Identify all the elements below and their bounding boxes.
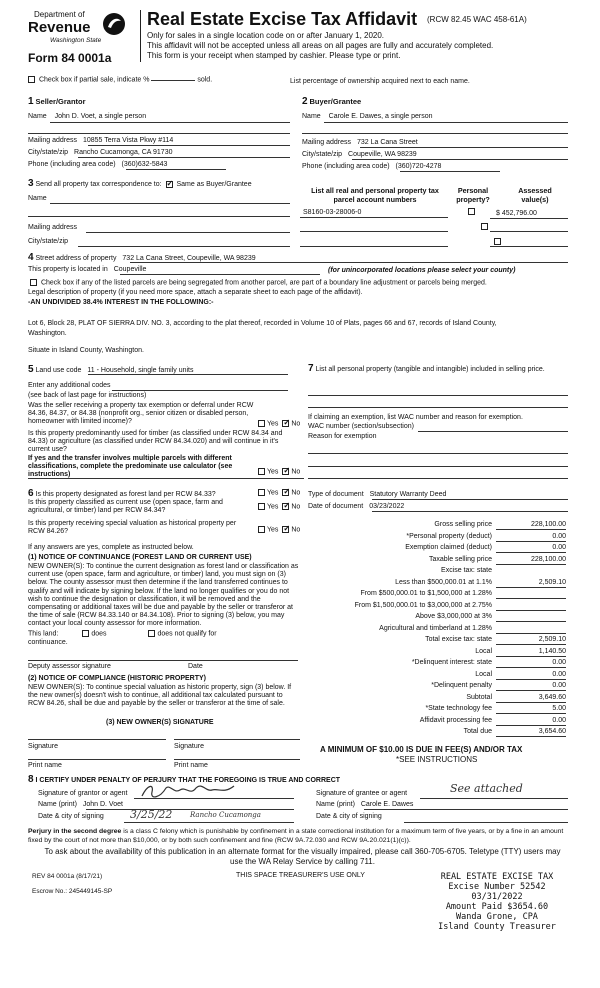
- seller-mailing-field[interactable]: 10855 Terra Vista Pkwy #114: [82, 137, 174, 144]
- escrow-number: Escrow No.: 245449145-SP: [32, 888, 113, 895]
- forest-answer-1: Yes ✓ No: [256, 489, 300, 496]
- grantor-print-field[interactable]: John D. Voet: [82, 801, 123, 808]
- see-instructions: *SEE INSTRUCTIONS: [396, 755, 478, 764]
- grantee-date-field[interactable]: [404, 822, 568, 823]
- tax-row-amount[interactable]: 0.00: [496, 533, 566, 542]
- legal-desc-label: Legal description of property (if you need more space, attach a separate sheet to each page of the affidavit).: [28, 289, 363, 296]
- timber-yes-checkbox[interactable]: [258, 468, 265, 475]
- partial-sale-row: Check box if partial sale, indicate % sold.: [26, 76, 212, 83]
- tax-row-label: Exemption claimed (deduct): [405, 544, 492, 551]
- land-does-not-checkbox[interactable]: [148, 630, 155, 637]
- tax-row-label: Taxable selling price: [428, 556, 492, 563]
- form-citation: (RCW 82.45 WAC 458-61A): [427, 15, 527, 24]
- forest-answer-2: Yes ✓ No: [256, 503, 300, 510]
- timber-question: Is this property predominantly used for timber (as classified under RCW 84.34 and 84.33) or agriculture (as classified under RCW 84.34.020) and will continue in it's current use?: [28, 430, 283, 454]
- tax-row-amount[interactable]: 0.00: [496, 671, 566, 680]
- reason-label: Reason for exemption: [308, 433, 377, 440]
- legal-desc-line-3: Situate in Island County, Washington.: [28, 347, 144, 354]
- header-note-3: This form is your receipt when stamped by cashier. Please type or print.: [147, 51, 401, 60]
- personal-property-checkbox-1[interactable]: [468, 208, 475, 215]
- exemption-answer: Yes ✓ No: [256, 420, 300, 427]
- form-title: Real Estate Excise Tax Affidavit: [147, 9, 418, 29]
- header-note-2: This affidavit will not be accepted unless all areas on all pages are fully and accurately completed.: [147, 41, 494, 50]
- grantor-date-field[interactable]: 3/25/22: [130, 808, 173, 821]
- seller-city-field[interactable]: Rancho Cucamonga, CA 91730: [74, 149, 173, 156]
- seller-city-row: City/state/zip Rancho Cucamonga, CA 91730: [28, 149, 173, 156]
- buyer-phone-field[interactable]: (360)720-4278: [395, 163, 442, 170]
- tax-row-amount[interactable]: 0.00: [496, 682, 566, 691]
- street-address-field[interactable]: 732 La Cana Street, Coupeville, WA 98239: [122, 255, 256, 262]
- corr-mailing-label: Mailing address: [28, 224, 78, 231]
- partial-percent-field[interactable]: [151, 80, 195, 81]
- grantee-print-field[interactable]: Carole E. Dawes: [360, 801, 414, 808]
- tax-row-label: Less than $500,000.01 at 1.1%: [395, 579, 492, 586]
- new-owner-signature-2[interactable]: [174, 739, 300, 740]
- tax-row-label: *Personal property (deduct): [406, 533, 492, 540]
- land-use-row: 5 Land use code 11 - Household, single family units: [28, 364, 194, 375]
- seller-mailing-row: Mailing address 10855 Terra Vista Pkwy #114: [28, 137, 174, 144]
- current-use-yes-checkbox[interactable]: [258, 503, 265, 510]
- tax-row-label: Excise tax: state: [441, 567, 492, 574]
- buyer-mailing-field[interactable]: 732 La Cana Street: [356, 139, 418, 146]
- buyer-city-row: City/state/zip Coupeville, WA 98239: [302, 151, 417, 158]
- grantor-print-row: Name (print) John D. Voet: [38, 801, 123, 808]
- wac-field[interactable]: [418, 431, 568, 432]
- perjury-notice: Perjury in the second degree is a class C felony which is punishable by confinement in a state correctional institution for a maximum term of five years, or by a fine in an amount fixed by the court of not more than $10,000, or by both such confinement and fine (RCW 9A.72.030 and RCW 9A.20.021(1)(c)).: [28, 828, 564, 844]
- tax-row-label: Agricultural and timberland at 1.28%: [379, 625, 492, 632]
- rev-number: REV 84 0001a (8/17/21): [32, 873, 103, 880]
- exemption-yes-checkbox[interactable]: [258, 420, 265, 427]
- personal-property-section: 7 List all personal property (tangible and intangible) included in selling price.: [308, 363, 545, 374]
- tax-row-amount[interactable]: 228,100.00: [496, 521, 566, 530]
- legal-desc-line-2: Washington.: [28, 330, 67, 337]
- deputy-signature-label: Deputy assessor signature: [28, 663, 111, 670]
- seller-name-row: Name John D. Voet, a single person: [28, 113, 147, 120]
- personal-property-checkbox-2[interactable]: [481, 223, 488, 230]
- grantee-signature[interactable]: See attached: [450, 782, 523, 795]
- correspondence-row: 3 Send all property tax correspondence to: ✓ Same as Buyer/Grantee: [28, 178, 252, 189]
- treasurer-stamp: REAL ESTATE EXCISE TAX Excise Number 52542 03/31/2022 Amount Paid $3654.60 Wanda Grone, CPA Island County Treasurer: [438, 872, 556, 932]
- tax-row-amount[interactable]: [496, 602, 566, 611]
- assessed-value-header: Assessed value(s): [518, 186, 552, 204]
- undivided-interest: -AN UNDIVIDED 38.4% INTEREST IN THE FOLLOWING:-: [28, 299, 214, 306]
- continuance-text: NEW OWNER(S): To continue the current designation as forest land or classification as current use (open space, farm and agriculture, or timber) land, you must sign on (3) below. The county assessor must then determine if the land transferred continues to qualify and will indicate by signing below. If the land no longer qualifies or you do not wish to continue the designation or classification, it will be removed and the compensating or additional taxes will be due and payable by the seller or transferor at the time of sale (RCW 84.33.140 or 84.34.108). Prior to signing (3) below, you may contact your local county assessor for more information.: [28, 563, 299, 628]
- tax-row-label: Affidavit processing fee: [419, 717, 492, 724]
- assessed-value-1[interactable]: $ 452,796.00: [496, 210, 537, 217]
- grantee-print-row: Name (print) Carole E. Dawes: [316, 801, 414, 808]
- grantor-date-row: Date & city of signing: [38, 813, 104, 820]
- print-name-label-1: Print name: [28, 762, 62, 769]
- grantee-date-label: Date & city of signing: [316, 813, 382, 820]
- parcel-number-1[interactable]: S8160-03-28006-0: [303, 209, 362, 216]
- seller-phone-field[interactable]: (360)632-5843: [121, 161, 168, 168]
- signature-label-2: Signature: [174, 743, 204, 750]
- grantor-sig-label: Signature of grantor or agent: [38, 790, 128, 797]
- tax-row-amount[interactable]: 2,509.10: [496, 579, 566, 588]
- tax-row-amount[interactable]: 228,100.00: [496, 556, 566, 565]
- timber-answer: Yes ✓ No: [256, 468, 300, 475]
- grantee-sig-label: Signature of grantee or agent: [316, 790, 408, 797]
- tax-row-amount[interactable]: 0.00: [496, 544, 566, 553]
- tax-row-amount[interactable]: 2,509.10: [496, 636, 566, 645]
- seller-section-heading: 1 Seller/Grantor: [28, 96, 86, 107]
- accessibility-notice: To ask about the availability of this publication in an alternate format for the visually impaired, please call 360-705-6705. Teletype (TTY) users may use the WA Relay Service by calling 711.: [44, 847, 561, 866]
- parcel-number-2[interactable]: [300, 231, 448, 232]
- exemption-question: Was the seller receiving a property tax exemption or deferral under RCW 84.36, 84.37, or 84.38 (nonprofit org., senior citizen or disabled person, homeowner with limited income)?: [28, 402, 254, 426]
- current-use-no-checkbox[interactable]: [282, 503, 289, 510]
- revenue-swirl-icon: [102, 12, 126, 36]
- tax-row-label: Subtotal: [466, 694, 492, 701]
- segregated-checkbox[interactable]: [30, 279, 37, 286]
- tax-row-label: Above $3,000,000 at 3%: [415, 613, 492, 620]
- doc-date-field[interactable]: 03/23/2022: [369, 503, 405, 510]
- seller-phone-row: Phone (including area code) (360)632-5843: [28, 161, 168, 168]
- tax-row-label: From $500,000.01 to $1,500,000 at 1.28%: [360, 590, 492, 597]
- grantor-city-field[interactable]: Rancho Cucamonga: [190, 811, 261, 819]
- this-land-row: This land: does does not qualify for: [28, 630, 217, 638]
- buyer-name-row: Name Carole E. Dawes, a single person: [302, 113, 433, 120]
- header-divider: [140, 10, 141, 62]
- new-owner-signature-1[interactable]: [28, 739, 166, 740]
- treasurer-use-label: THIS SPACE TREASURER'S USE ONLY: [236, 872, 365, 879]
- land-does-checkbox[interactable]: [82, 630, 89, 637]
- continuance-heading: (1) NOTICE OF CONTINUANCE (FOREST LAND OR CURRENT USE): [28, 554, 252, 561]
- historic-yes-checkbox[interactable]: [258, 526, 265, 533]
- same-as-buyer-checkbox[interactable]: [166, 181, 173, 188]
- tax-row-label: From $1,500,000.01 to $3,000,000 at 2.75%: [354, 602, 492, 609]
- tax-row-label: Total excise tax: state: [425, 636, 492, 643]
- ownership-note: List percentage of ownership acquired next to each name.: [290, 78, 470, 85]
- new-owner-signature-heading: (3) NEW OWNER(S) SIGNATURE: [106, 719, 214, 726]
- buyer-section-heading: 2 Buyer/Grantee: [302, 96, 362, 107]
- signature-label-1: Signature: [28, 743, 58, 750]
- wac-label: WAC number (section/subsection): [308, 423, 414, 430]
- tax-row-amount[interactable]: 0.00: [496, 659, 566, 668]
- header-note-1: Only for sales in a single location code on or after January 1, 2020.: [147, 31, 385, 40]
- forest-question-3: Is this property receiving special valuation as historical property per RCW 84.26?: [28, 520, 237, 536]
- deputy-signature-field[interactable]: [28, 660, 298, 661]
- personal-property-header: Personal property?: [456, 186, 490, 204]
- buyer-phone-row: Phone (including area code) (360)720-4278: [302, 163, 442, 170]
- tax-row-amount[interactable]: 5.00: [496, 705, 566, 714]
- minimum-due-note: A MINIMUM OF $10.00 IS DUE IN FEE(S) AND/OR TAX: [320, 745, 523, 754]
- grantor-signature[interactable]: [140, 782, 236, 803]
- buyer-city-field[interactable]: Coupeville, WA 98239: [348, 151, 417, 158]
- tax-row-label: Total due: [463, 728, 492, 735]
- certify-heading: 8 I CERTIFY UNDER PENALTY OF PERJURY THAT THE FOREGOING IS TRUE AND CORRECT: [28, 774, 341, 785]
- location-select[interactable]: Coupeville: [113, 266, 147, 273]
- parcels-header: List all real and personal property tax parcel account numbers: [311, 186, 439, 204]
- additional-codes-note: (see back of last page for instructions): [28, 392, 147, 399]
- buyer-name-field[interactable]: Carole E. Dawes, a single person: [328, 113, 433, 120]
- compliance-text: NEW OWNER(S): To continue special valuation as historic property, sign (3) below. If the new owner(s) doesn't wish to continue, all additional tax calculated pursuant to RCW 84.26, shall be due and payable by the seller or transferor at the time of sale.: [28, 684, 292, 708]
- forest-no-checkbox[interactable]: [282, 489, 289, 496]
- tax-row-amount[interactable]: [496, 590, 566, 599]
- tax-row-amount[interactable]: [496, 625, 566, 634]
- additional-codes-field[interactable]: [112, 390, 288, 391]
- tax-row-amount[interactable]: 1,140.50: [496, 648, 566, 657]
- deputy-date-label: Date: [188, 663, 203, 670]
- doc-type-field[interactable]: Statutory Warranty Deed: [369, 491, 447, 498]
- land-use-field[interactable]: 11 - Household, single family units: [87, 367, 194, 374]
- tax-row-amount[interactable]: 3,654.60: [496, 728, 566, 737]
- personal-property-checkbox-3[interactable]: [494, 238, 501, 245]
- segregated-row: Check box if any of the listed parcels are being segregated from another parcel, are part of a boundary line adjustment or parcels being merged.: [28, 279, 583, 286]
- buyer-mailing-row: Mailing address 732 La Cana Street: [302, 139, 418, 146]
- corr-city-label: City/state/zip: [28, 238, 69, 245]
- legal-desc-line-1: Lot 6, Block 28, PLAT OF SIERRA DIV. NO. 3, according to the plat thereof, recorded in Volume 10 of Plats, pages 66 and 67, records of Island County,: [28, 320, 497, 327]
- form-number: Form 84 0001a: [28, 51, 112, 65]
- doc-date-row: Date of document 03/23/2022: [308, 503, 405, 510]
- tax-row-label: *Delinquent penalty: [431, 682, 492, 689]
- exemption-instructions: If claiming an exemption, list WAC number and reason for exemption.: [308, 414, 523, 421]
- forest-question-1: 6 Is this property designated as forest land per RCW 84.33?: [28, 488, 216, 499]
- corr-name-field[interactable]: [50, 203, 290, 204]
- new-owner-print-2[interactable]: [174, 759, 300, 760]
- parcel-number-3[interactable]: [300, 246, 448, 247]
- tax-row-label: *State technology fee: [425, 705, 492, 712]
- corr-city-field[interactable]: [78, 246, 290, 247]
- tax-row-label: *Delinquent interest: state: [411, 659, 492, 666]
- doc-type-row: Type of document Statutory Warranty Deed: [308, 491, 447, 498]
- historic-no-checkbox[interactable]: [282, 526, 289, 533]
- tax-row-amount[interactable]: 0.00: [496, 717, 566, 726]
- timber-no-checkbox[interactable]: [282, 468, 289, 475]
- reason-field[interactable]: [308, 453, 568, 454]
- forest-yes-checkbox[interactable]: [258, 489, 265, 496]
- tax-row-label: Local: [475, 648, 492, 655]
- timber-note: If yes and the transfer involves multiple parcels with different classifications, complete the predominate use calculator (see instructions): [28, 455, 233, 479]
- corr-name-label: Name: [28, 195, 47, 202]
- print-name-label-2: Print name: [174, 762, 208, 769]
- exemption-no-checkbox[interactable]: [282, 420, 289, 427]
- located-in-row: This property is located in Coupeville: [28, 266, 147, 273]
- dept-of-revenue-logo: Department of Revenue Washington State: [28, 10, 126, 48]
- partial-sale-checkbox[interactable]: [28, 76, 35, 83]
- continuance-word: continuance.: [28, 639, 68, 646]
- forest-answer-3: Yes ✓ No: [256, 526, 300, 533]
- forest-question-2: Is this property classified as current use (open space, farm and agricultural, or timber) land per RCW 84.34?: [28, 499, 223, 515]
- new-owner-print-1[interactable]: [28, 759, 166, 760]
- additional-codes-label: Enter any additional codes: [28, 382, 111, 389]
- grantor-signature-scrawl: [140, 782, 236, 800]
- compliance-heading: (2) NOTICE OF COMPLIANCE (HISTORIC PROPERTY): [28, 675, 206, 682]
- corr-mailing-field[interactable]: [86, 232, 290, 233]
- unincorporated-note: (for unincorporated locations please select your county): [328, 267, 516, 274]
- tax-row-label: Gross selling price: [434, 521, 492, 528]
- if-any-yes: If any answers are yes, complete as instructed below.: [28, 544, 194, 551]
- street-address-row: 4 Street address of property 732 La Cana Street, Coupeville, WA 98239: [28, 252, 256, 263]
- tax-row-label: Local: [475, 671, 492, 678]
- tax-row-amount[interactable]: 3,649.60: [496, 694, 566, 703]
- tax-row-amount[interactable]: [496, 613, 566, 622]
- seller-name-field[interactable]: John D. Voet, a single person: [54, 113, 147, 120]
